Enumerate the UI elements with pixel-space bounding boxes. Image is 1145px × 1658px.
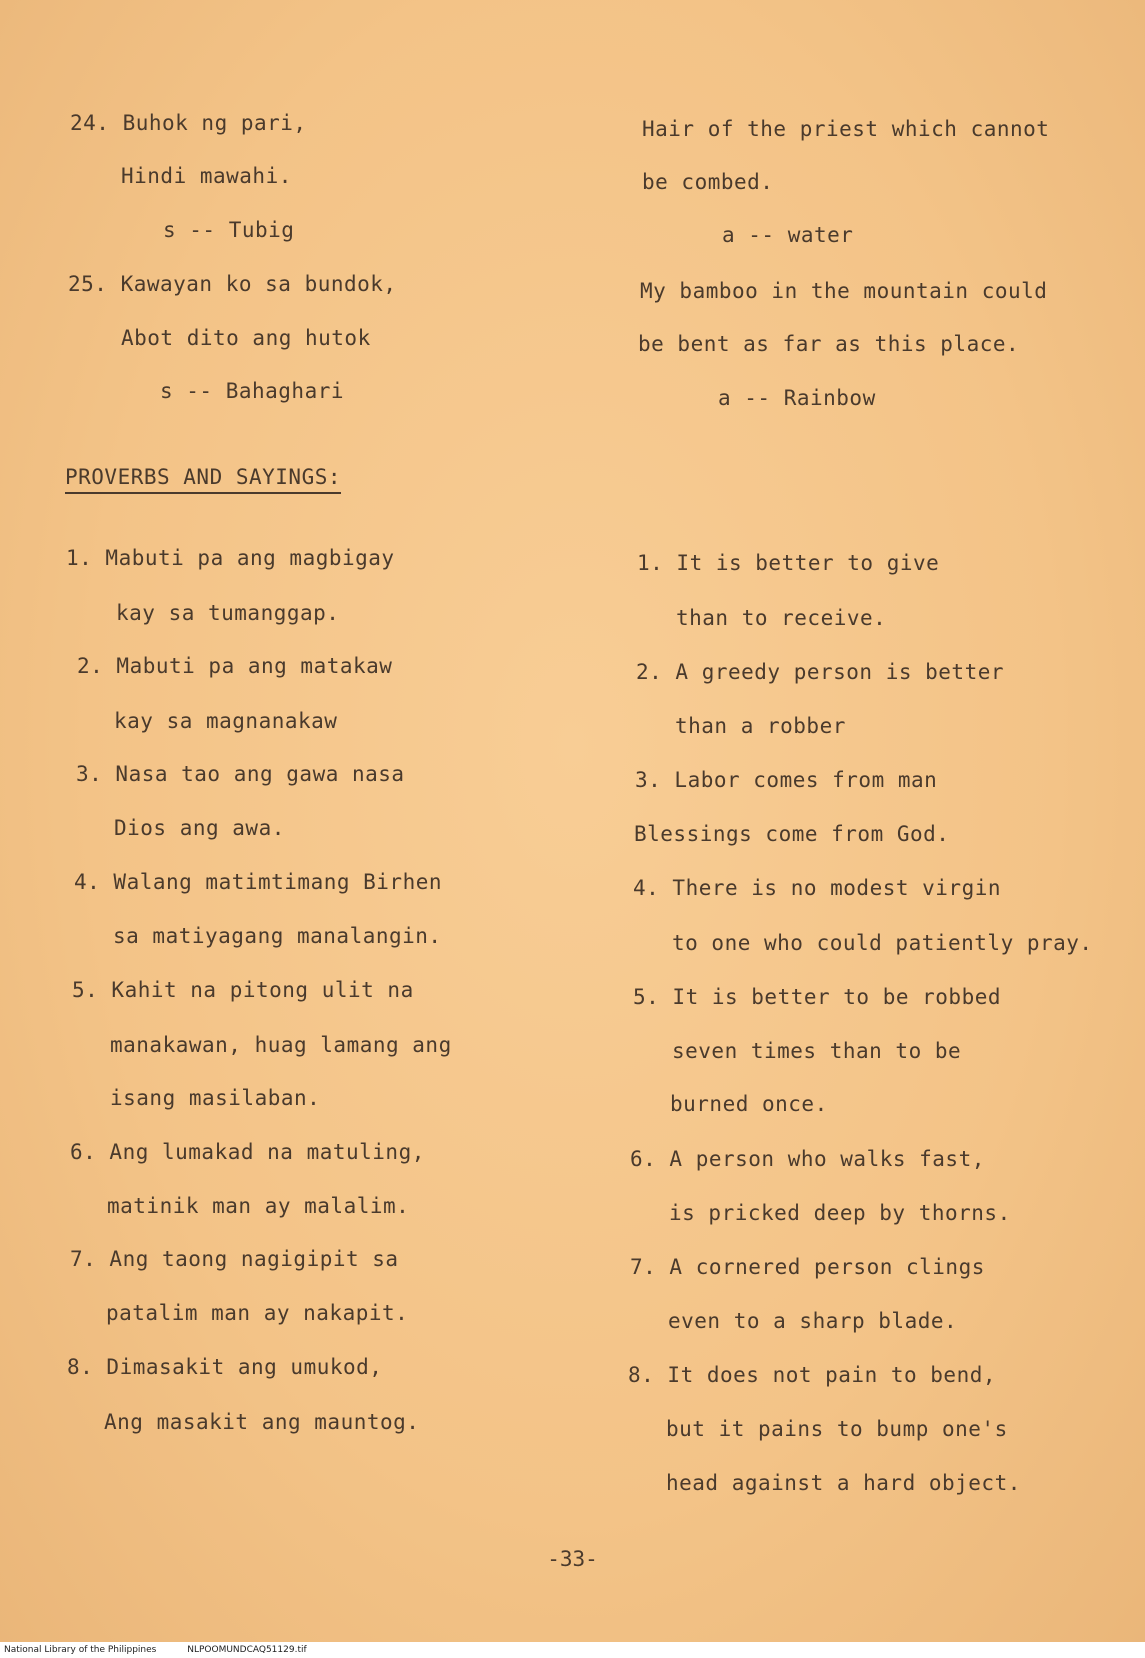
proverb-4-tagalog-line-2: sa matiyagang manalangin. bbox=[113, 924, 442, 948]
riddle-25-english-answer: a -- Rainbow bbox=[718, 386, 876, 410]
riddle-24-english-answer: a -- water bbox=[722, 223, 854, 247]
riddle-24-english-line-2: be combed. bbox=[642, 170, 774, 194]
proverb-3-tagalog-line-1: 3. Nasa tao ang gawa nasa bbox=[76, 762, 405, 786]
proverb-8-english-line-2: but it pains to bump one's bbox=[666, 1417, 1008, 1441]
proverb-5-tagalog-line-1: 5. Kahit na pitong ulit na bbox=[72, 978, 414, 1002]
proverb-7-tagalog-line-2: patalim man ay nakapit. bbox=[106, 1301, 409, 1325]
riddle-25-english-line-2: be bent as far as this place. bbox=[638, 332, 1020, 356]
proverb-1-english-line-2: than to receive. bbox=[676, 606, 887, 630]
proverb-8-tagalog-line-2: Ang masakit ang mauntog. bbox=[104, 1410, 420, 1434]
proverb-2-english-line-2: than a robber bbox=[675, 714, 846, 738]
page-number: -33- bbox=[547, 1547, 598, 1571]
proverb-2-tagalog-line-1: 2. Mabuti pa ang matakaw bbox=[77, 654, 393, 678]
proverb-2-tagalog-line-2: kay sa magnanakaw bbox=[114, 709, 338, 733]
riddle-25-tagalog-answer: s -- Bahaghari bbox=[160, 379, 345, 403]
proverb-7-tagalog-line-1: 7. Ang taong nagigipit sa bbox=[70, 1247, 399, 1271]
riddle-24-tagalog-answer: s -- Tubig bbox=[163, 218, 295, 242]
proverb-4-english-line-1: 4. There is no modest virgin bbox=[633, 876, 1002, 900]
riddle-24-tagalog-line-2: Hindi mawahi. bbox=[121, 164, 292, 188]
proverb-5-english-line-1: 5. It is better to be robbed bbox=[633, 985, 1002, 1009]
proverb-1-tagalog-line-1: 1. Mabuti pa ang magbigay bbox=[66, 546, 395, 570]
scan-footer bbox=[0, 1642, 1145, 1658]
proverb-1-tagalog-line-2: kay sa tumanggap. bbox=[116, 601, 340, 625]
proverb-7-english-line-1: 7. A cornered person clings bbox=[630, 1255, 985, 1279]
proverb-5-english-line-3: burned once. bbox=[670, 1092, 828, 1116]
proverb-8-english-line-1: 8. It does not pain to bend, bbox=[628, 1363, 997, 1387]
proverb-8-english-line-3: head against a hard object. bbox=[666, 1471, 1021, 1495]
proverb-5-tagalog-line-3: isang masilaban. bbox=[110, 1086, 321, 1110]
riddle-24-tagalog-line-1: 24. Buhok ng pari, bbox=[70, 111, 307, 135]
proverb-5-english-line-2: seven times than to be bbox=[672, 1039, 962, 1063]
proverbs-heading: PROVERBS AND SAYINGS: bbox=[65, 464, 341, 494]
riddle-25-english-line-1: My bamboo in the mountain could bbox=[640, 279, 1048, 303]
proverb-6-english-line-1: 6. A person who walks fast, bbox=[630, 1147, 985, 1171]
footer-filename: NLPOOMUNDCAQ51129.tif bbox=[187, 1645, 307, 1655]
proverb-7-english-line-2: even to a sharp blade. bbox=[668, 1309, 958, 1333]
proverb-6-tagalog-line-2: matinik man ay malalim. bbox=[107, 1194, 410, 1218]
footer-library: National Library of the Philippines bbox=[4, 1645, 157, 1655]
proverb-6-english-line-2: is pricked deep by thorns. bbox=[669, 1201, 1011, 1225]
proverb-3-tagalog-line-2: Dios ang awa. bbox=[114, 816, 285, 840]
proverb-8-tagalog-line-1: 8. Dimasakit ang umukod, bbox=[67, 1355, 383, 1379]
proverb-3-english-line-2: Blessings come from God. bbox=[634, 822, 950, 846]
riddle-25-tagalog-line-1: 25. Kawayan ko sa bundok, bbox=[68, 272, 397, 296]
riddle-24-english-line-1: Hair of the priest which cannot bbox=[642, 117, 1050, 141]
proverb-4-tagalog-line-1: 4. Walang matimtimang Birhen bbox=[74, 870, 443, 894]
proverb-1-english-line-1: 1. It is better to give bbox=[637, 551, 940, 575]
proverb-6-tagalog-line-1: 6. Ang lumakad na matuling, bbox=[70, 1140, 425, 1164]
proverb-5-tagalog-line-2: manakawan, huag lamang ang bbox=[110, 1033, 452, 1057]
riddle-25-tagalog-line-2: Abot dito ang hutok bbox=[121, 326, 371, 350]
proverb-4-english-line-2: to one who could patiently pray. bbox=[672, 931, 1093, 955]
proverb-2-english-line-1: 2. A greedy person is better bbox=[636, 660, 1005, 684]
proverb-3-english-line-1: 3. Labor comes from man bbox=[635, 768, 938, 792]
